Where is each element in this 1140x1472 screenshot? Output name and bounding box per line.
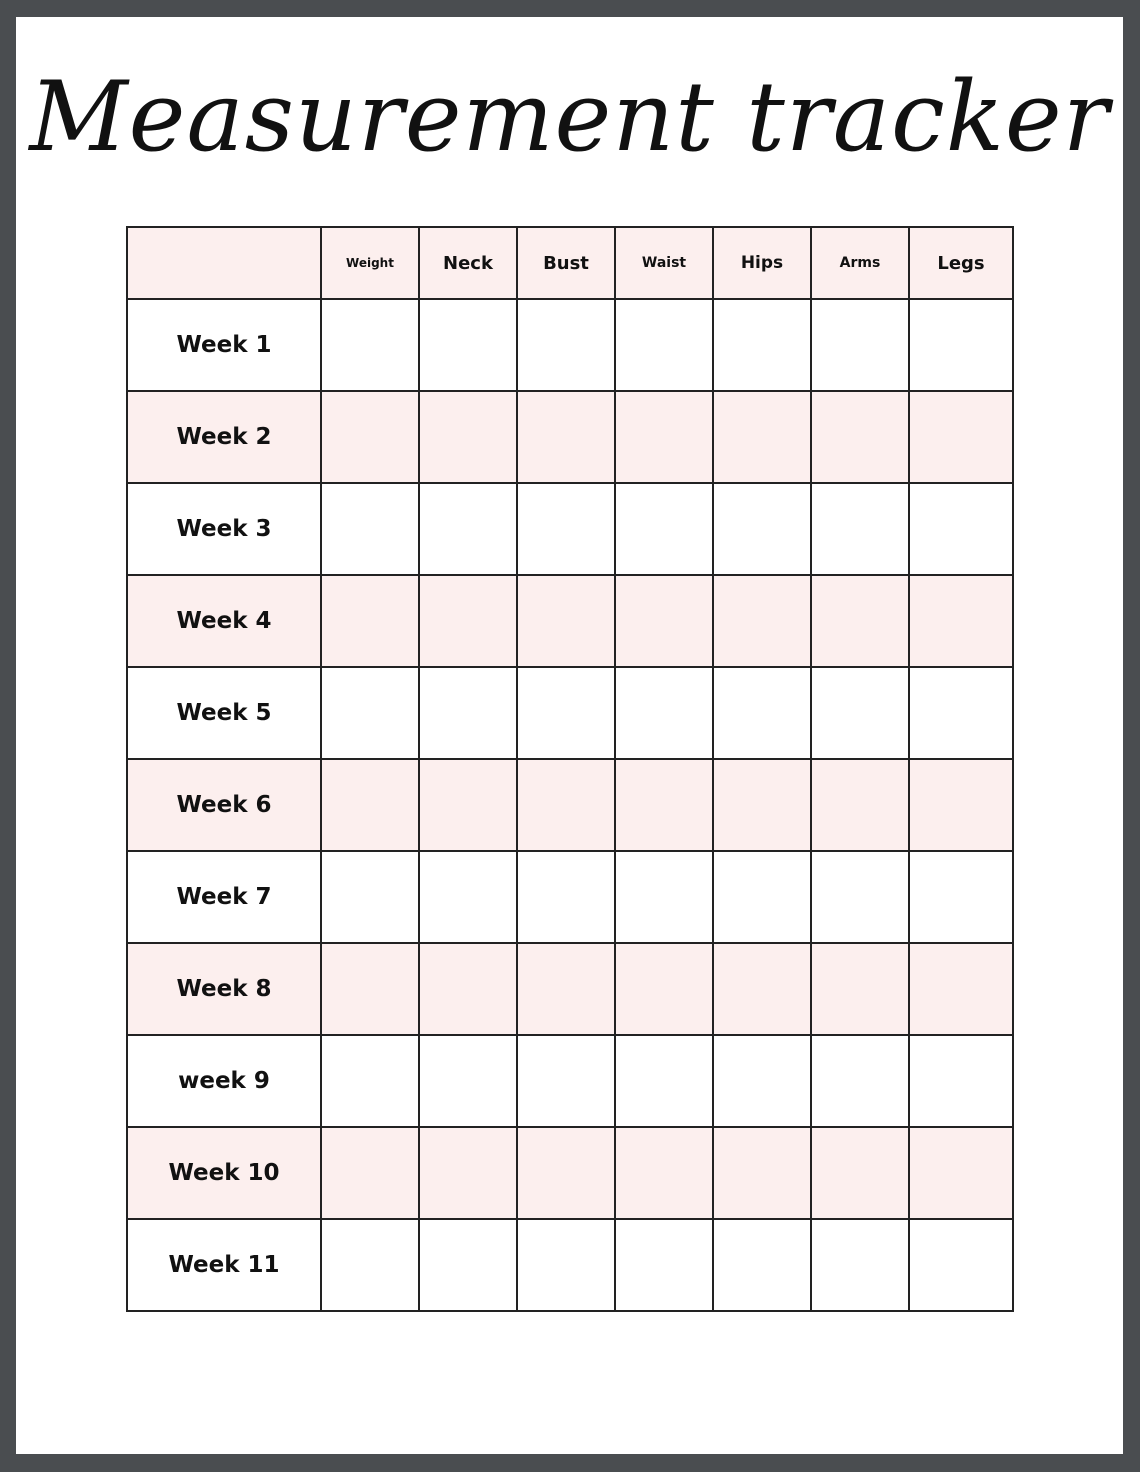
measurement-entry-cell[interactable] [517,667,615,759]
table-row [127,943,1013,1035]
row-label-week: Week 7 [127,851,321,943]
measurement-entry-cell[interactable] [419,943,517,1035]
measurement-entry-cell[interactable] [909,943,1013,1035]
measurement-entry-cell[interactable] [811,1127,909,1219]
measurement-entry-cell[interactable] [909,483,1013,575]
measurement-entry-cell[interactable] [419,575,517,667]
measurement-entry-cell[interactable] [419,759,517,851]
measurement-entry-cell[interactable] [909,1127,1013,1219]
row-label-week: Week 8 [127,943,321,1035]
tracker-sheet [16,17,1123,1454]
measurement-entry-cell[interactable] [321,483,419,575]
measurement-entry-cell[interactable] [713,299,811,391]
measurement-entry-cell[interactable] [615,667,713,759]
measurement-entry-cell[interactable] [517,1035,615,1127]
measurement-entry-cell[interactable] [321,575,419,667]
measurement-entry-cell[interactable] [811,1219,909,1311]
row-label-week: Week 1 [127,299,321,391]
measurement-entry-cell[interactable] [713,851,811,943]
measurement-entry-cell[interactable] [321,759,419,851]
measurement-entry-cell[interactable] [419,391,517,483]
tracker-body [127,299,1013,1311]
row-label-week: week 9 [127,1035,321,1127]
measurement-entry-cell[interactable] [321,1127,419,1219]
page-title: Measurement tracker [29,61,1110,173]
measurement-entry-cell[interactable] [321,1219,419,1311]
measurement-entry-cell[interactable] [615,391,713,483]
measurement-entry-cell[interactable] [419,299,517,391]
measurement-entry-cell[interactable] [713,1127,811,1219]
measurement-entry-cell[interactable] [713,575,811,667]
header-corner-cell [127,227,321,299]
measurement-entry-cell[interactable] [713,1035,811,1127]
row-label-week: Week 2 [127,391,321,483]
measurement-entry-cell[interactable] [419,1127,517,1219]
measurement-entry-cell[interactable] [517,851,615,943]
table-row [127,299,1013,391]
measurement-entry-cell[interactable] [321,851,419,943]
table-row [127,759,1013,851]
measurement-entry-cell[interactable] [811,943,909,1035]
column-header-arms: Arms [811,227,909,299]
measurement-table [126,226,1014,1312]
measurement-entry-cell[interactable] [909,759,1013,851]
table-row [127,851,1013,943]
measurement-entry-cell[interactable] [419,1035,517,1127]
header-row [127,227,1013,299]
measurement-entry-cell[interactable] [909,391,1013,483]
measurement-entry-cell[interactable] [811,575,909,667]
measurement-entry-cell[interactable] [321,1035,419,1127]
column-header-bust: Bust [517,227,615,299]
measurement-entry-cell[interactable] [419,851,517,943]
measurement-entry-cell[interactable] [615,575,713,667]
measurement-entry-cell[interactable] [811,851,909,943]
measurement-entry-cell[interactable] [909,575,1013,667]
measurement-entry-cell[interactable] [615,851,713,943]
measurement-entry-cell[interactable] [713,1219,811,1311]
measurement-entry-cell[interactable] [321,391,419,483]
table-row [127,575,1013,667]
measurement-entry-cell[interactable] [419,483,517,575]
measurement-entry-cell[interactable] [517,299,615,391]
measurement-entry-cell[interactable] [517,483,615,575]
measurement-entry-cell[interactable] [811,759,909,851]
row-label-week: Week 5 [127,667,321,759]
column-header-hips: Hips [713,227,811,299]
measurement-entry-cell[interactable] [517,1219,615,1311]
measurement-entry-cell[interactable] [909,1035,1013,1127]
measurement-entry-cell[interactable] [909,851,1013,943]
table-row [127,391,1013,483]
measurement-entry-cell[interactable] [419,667,517,759]
row-label-week: Week 3 [127,483,321,575]
measurement-entry-cell[interactable] [909,1219,1013,1311]
measurement-entry-cell[interactable] [419,1219,517,1311]
measurement-entry-cell[interactable] [517,943,615,1035]
measurement-entry-cell[interactable] [517,575,615,667]
measurement-entry-cell[interactable] [713,391,811,483]
measurement-entry-cell[interactable] [517,759,615,851]
measurement-entry-cell[interactable] [909,667,1013,759]
measurement-entry-cell[interactable] [811,667,909,759]
measurement-entry-cell[interactable] [321,299,419,391]
measurement-entry-cell[interactable] [615,943,713,1035]
column-header-neck: Neck [419,227,517,299]
table-row [127,483,1013,575]
table-row [127,1127,1013,1219]
row-label-week: Week 4 [127,575,321,667]
column-header-waist: Waist [615,227,713,299]
measurement-entry-cell[interactable] [615,299,713,391]
measurement-entry-cell[interactable] [321,667,419,759]
measurement-entry-cell[interactable] [615,1035,713,1127]
row-label-week: Week 11 [127,1219,321,1311]
column-header-legs: Legs [909,227,1013,299]
row-label-week: Week 10 [127,1127,321,1219]
measurement-entry-cell[interactable] [713,667,811,759]
measurement-entry-cell[interactable] [615,1127,713,1219]
measurement-entry-cell[interactable] [811,1035,909,1127]
measurement-entry-cell[interactable] [615,483,713,575]
measurement-entry-cell[interactable] [713,483,811,575]
table-row [127,1035,1013,1127]
measurement-entry-cell[interactable] [615,759,713,851]
measurement-entry-cell[interactable] [321,943,419,1035]
table-row [127,1219,1013,1311]
measurement-entry-cell[interactable] [811,483,909,575]
table-row [127,667,1013,759]
measurement-entry-cell[interactable] [517,391,615,483]
measurement-entry-cell[interactable] [517,1127,615,1219]
row-label-week: Week 6 [127,759,321,851]
measurement-entry-cell[interactable] [615,1219,713,1311]
column-header-weight: Weight [321,227,419,299]
measurement-entry-cell[interactable] [713,943,811,1035]
measurement-entry-cell[interactable] [811,391,909,483]
measurement-entry-cell[interactable] [909,299,1013,391]
measurement-entry-cell[interactable] [713,759,811,851]
measurement-entry-cell[interactable] [811,299,909,391]
